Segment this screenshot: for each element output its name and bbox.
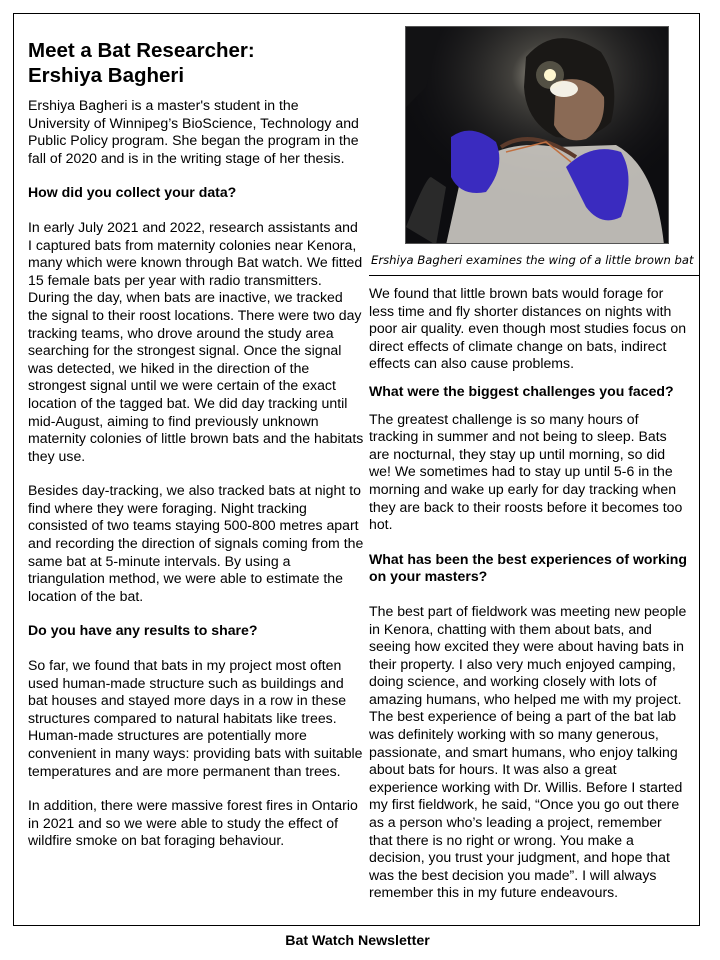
article-title xyxy=(28,38,364,88)
photo-caption: Ershiya Bagheri examines the wing of a little brown bat xyxy=(371,253,694,267)
answer-paragraph: So far, we found that bats in my project most often used human-made structure such as buildings and bat houses and stayed more days in a row in these structures compared to natural habitats like trees. Human-made structures are potentially more convenient in many ways: providing bats with suitable temperatures and are more permanent than trees. xyxy=(28,657,363,779)
right-column xyxy=(369,26,694,902)
title-line-1: Meet a Bat Researcher: xyxy=(28,39,255,62)
left-column xyxy=(28,38,364,850)
newsletter-page xyxy=(13,13,700,926)
title-line-2: Ershiya Bagheri xyxy=(28,64,185,87)
intro-paragraph: Ershiya Bagheri is a master's student in the University of Winnipeg’s BioScience, Technology and Public Policy program. She began the program in the fall of 2020 and is in the writing stage of her thesis. xyxy=(28,97,359,166)
answer-paragraph: In addition, there were massive forest fires in Ontario in 2021 and so we were able to study the effect of wildfire smoke on bat foraging behaviour. xyxy=(28,797,358,849)
question-best-experiences: What has been the best experiences of working on your masters? xyxy=(369,550,687,585)
question-data-collection: How did you collect your data? xyxy=(28,184,237,201)
answer-paragraph: The best part of fieldwork was meeting new people in Kenora, chatting with them about bats, and seeing how excited they were about having bats in their property. I also very much enjoyed camping, doing science, and working closely with lots of amazing humans, who helped me with my project. The best experience of being a part of the bat lab was definitely working with so many generous, passionate, and smart humans, who enjoy talking about bats for hours. It was also a great experience working with Dr. Willis. Before I started my first fieldwork, he said, “Once you go out there as a person who’s leading a project, remember that there is no right or wrong. You make a decision, you trust your judgment, and hope that was the best decision you made”. I will always remember this in my future endeavours. xyxy=(369,602,687,901)
question-challenges: What were the biggest challenges you faced? xyxy=(369,382,674,399)
researcher-photo-illustration xyxy=(406,27,669,244)
newsletter-footer: Bat Watch Newsletter xyxy=(285,933,430,949)
answer-paragraph: Besides day-tracking, we also tracked bats at night to find where they were foraging. Night tracking consisted of two teams staying 500-800 metres apart and recording the direction of signals coming from the same bat at 5-minute intervals. By using a triangulation method, we were able to estimate the location of the bat. xyxy=(28,482,364,604)
answer-paragraph: In early July 2021 and 2022, research assistants and I captured bats from maternity colonies near Kenora, many which were known through Bat watch. We fitted 15 female bats per year with radio transmitters. During the day, when bats are inactive, we tracked the signal to their roost locations. There were two day tracking teams, who drove around the study area searching for the strongest signal. Once the signal was detected, we hiked in the direction of the strongest signal until we were certain of the exact location of the tagged bat. We did day tracking until mid-August, aiming to find previously unknown maternity colonies of little brown bats and the habitats they use. xyxy=(28,218,364,464)
researcher-photo xyxy=(405,26,669,244)
answer-paragraph: The greatest challenge is so many hours of tracking in summer and not being to sleep. Bats are nocturnal, they stay up until morning, so did we! We sometimes had to stay up until 5-6 in the morning and wake up early for day tracking when they are back to their roosts before it becomes too hot. xyxy=(369,410,683,533)
caption-divider xyxy=(369,275,699,276)
answer-paragraph: We found that little brown bats would forage for less time and fly shorter distances on nights with poor air quality. even though most studies focus on direct effects of climate change on bats, indirect effects can also cause problems. xyxy=(369,285,687,372)
question-results: Do you have any results to share? xyxy=(28,622,258,639)
